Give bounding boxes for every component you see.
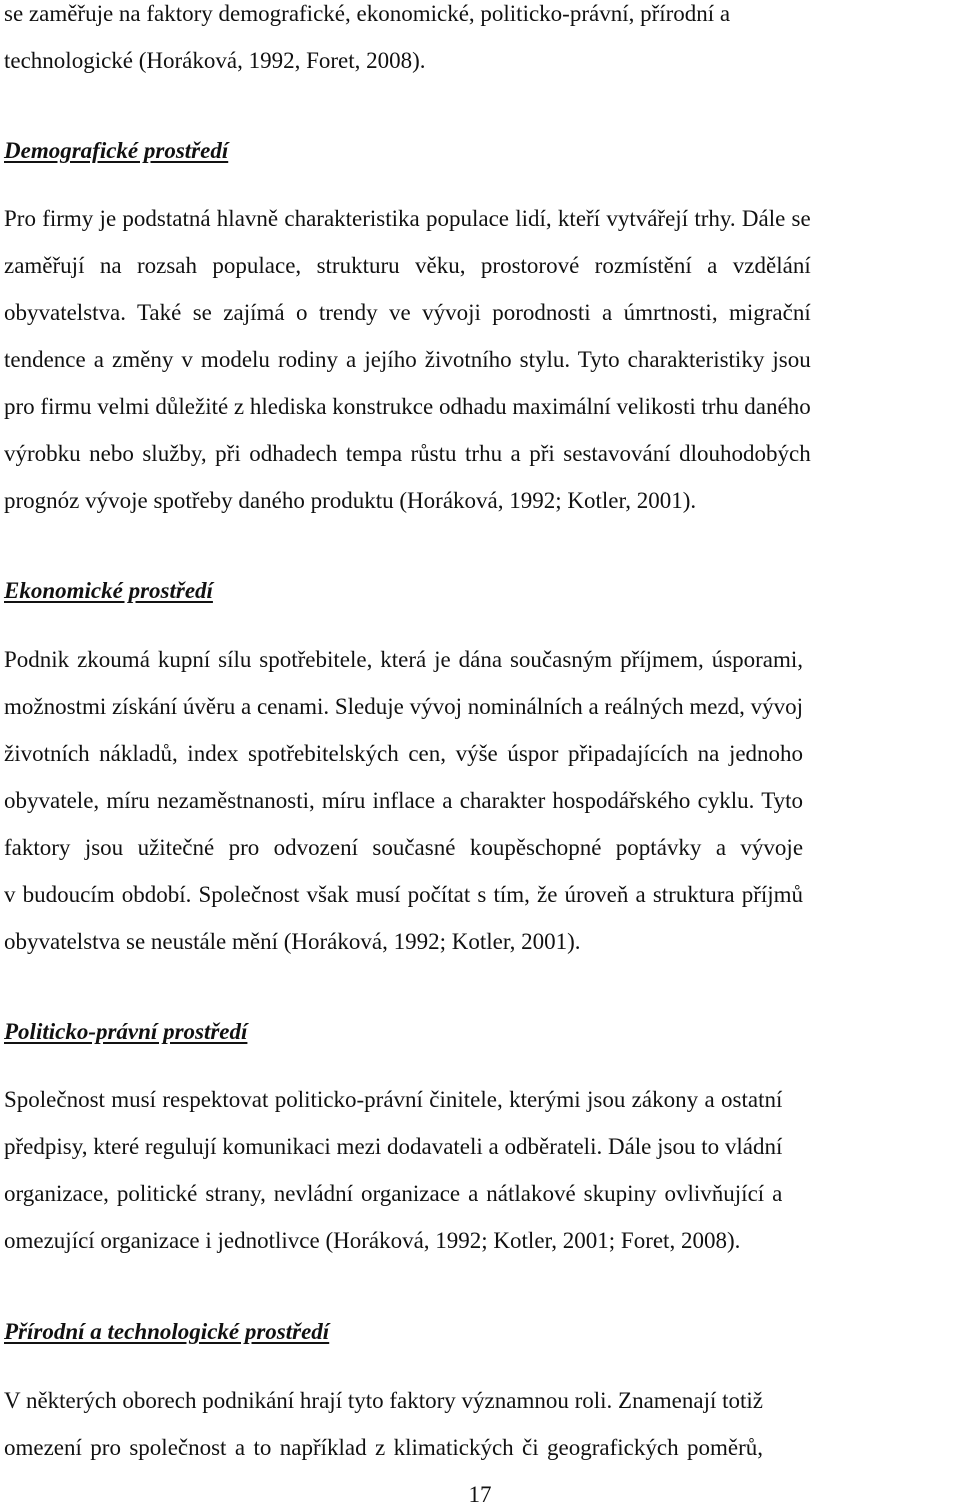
text-line: pro firmu velmi důležité z hlediska konstrukce odhadu maximální velikosti trhu daného bbox=[4, 394, 811, 419]
text-line: Podnik zkoumá kupní sílu spotřebitele, která je dána současným příjmem, úsporami, bbox=[4, 647, 804, 672]
section-paragraph-natural-technological bbox=[4, 1377, 763, 1471]
section-paragraph-economic bbox=[4, 636, 803, 965]
page-number: 17 bbox=[468, 1482, 492, 1507]
intro-paragraph bbox=[4, 0, 730, 84]
text-line: omezující organizace i jednotlivce (Horáková, 1992; Kotler, 2001; Foret, 2008). bbox=[4, 1228, 741, 1253]
text-line: v budoucím období. Společnost však musí počítat s tím, že úroveň a struktura příjmů bbox=[4, 882, 804, 907]
text-line: se zaměřuje na faktory demografické, ekonomické, politicko-právní, přírodní a bbox=[4, 1, 731, 26]
section-heading-economic: Ekonomické prostředí bbox=[4, 578, 213, 603]
section-paragraph-political-legal bbox=[4, 1076, 782, 1264]
section-paragraph-demographic bbox=[4, 195, 811, 524]
text-line: možnostmi získání úvěru a cenami. Sleduje vývoj nominálních a reálných mezd, vývoj bbox=[4, 694, 804, 719]
text-line: výrobku nebo služby, při odhadech tempa růstu trhu a při sestavování dlouhodobých bbox=[4, 441, 811, 466]
text-line: obyvatelstva. Také se zajímá o trendy ve vývoji porodnosti a úmrtnosti, migrační bbox=[4, 300, 811, 325]
text-line: obyvatelstva se neustále mění (Horáková, 1992; Kotler, 2001). bbox=[4, 929, 581, 954]
text-line: omezení pro společnost a to například z klimatických či geografických poměrů, bbox=[4, 1435, 763, 1460]
text-line: V některých oborech podnikání hrají tyto faktory významnou roli. Znamenají totiž bbox=[4, 1388, 763, 1413]
text-line: životních nákladů, index spotřebitelských cen, výše úspor připadajících na jednoho bbox=[4, 741, 804, 766]
text-line: obyvatele, míru nezaměstnanosti, míru inflace a charakter hospodářského cyklu. Tyto bbox=[4, 788, 804, 813]
text-line: faktory jsou užitečné pro odvození současné koupěschopné poptávky a vývoje bbox=[4, 835, 804, 860]
section-heading-political-legal: Politicko-právní prostředí bbox=[4, 1019, 248, 1044]
text-line: předpisy, které regulují komunikaci mezi dodavateli a odběrateli. Dále jsou to vládní bbox=[4, 1134, 783, 1159]
text-line: technologické (Horáková, 1992, Foret, 2008). bbox=[4, 48, 426, 73]
section-heading-demographic: Demografické prostředí bbox=[4, 138, 229, 163]
text-line: prognóz vývoje spotřeby daného produktu (Horáková, 1992; Kotler, 2001). bbox=[4, 488, 697, 513]
section-heading-natural-technological: Přírodní a technologické prostředí bbox=[4, 1319, 330, 1344]
text-line: Společnost musí respektovat politicko-právní činitele, kterými jsou zákony a ostatní bbox=[4, 1087, 783, 1112]
text-line: Pro firmy je podstatná hlavně charakteristika populace lidí, kteří vytvářejí trhy. Dále se bbox=[4, 206, 811, 231]
text-line: tendence a změny v modelu rodiny a jejího životního stylu. Tyto charakteristiky jsou bbox=[4, 347, 811, 372]
text-line: organizace, politické strany, nevládní organizace a nátlakové skupiny ovlivňující a bbox=[4, 1181, 783, 1206]
text-line: zaměřují na rozsah populace, strukturu věku, prostorové rozmístění a vzdělání bbox=[4, 253, 811, 278]
